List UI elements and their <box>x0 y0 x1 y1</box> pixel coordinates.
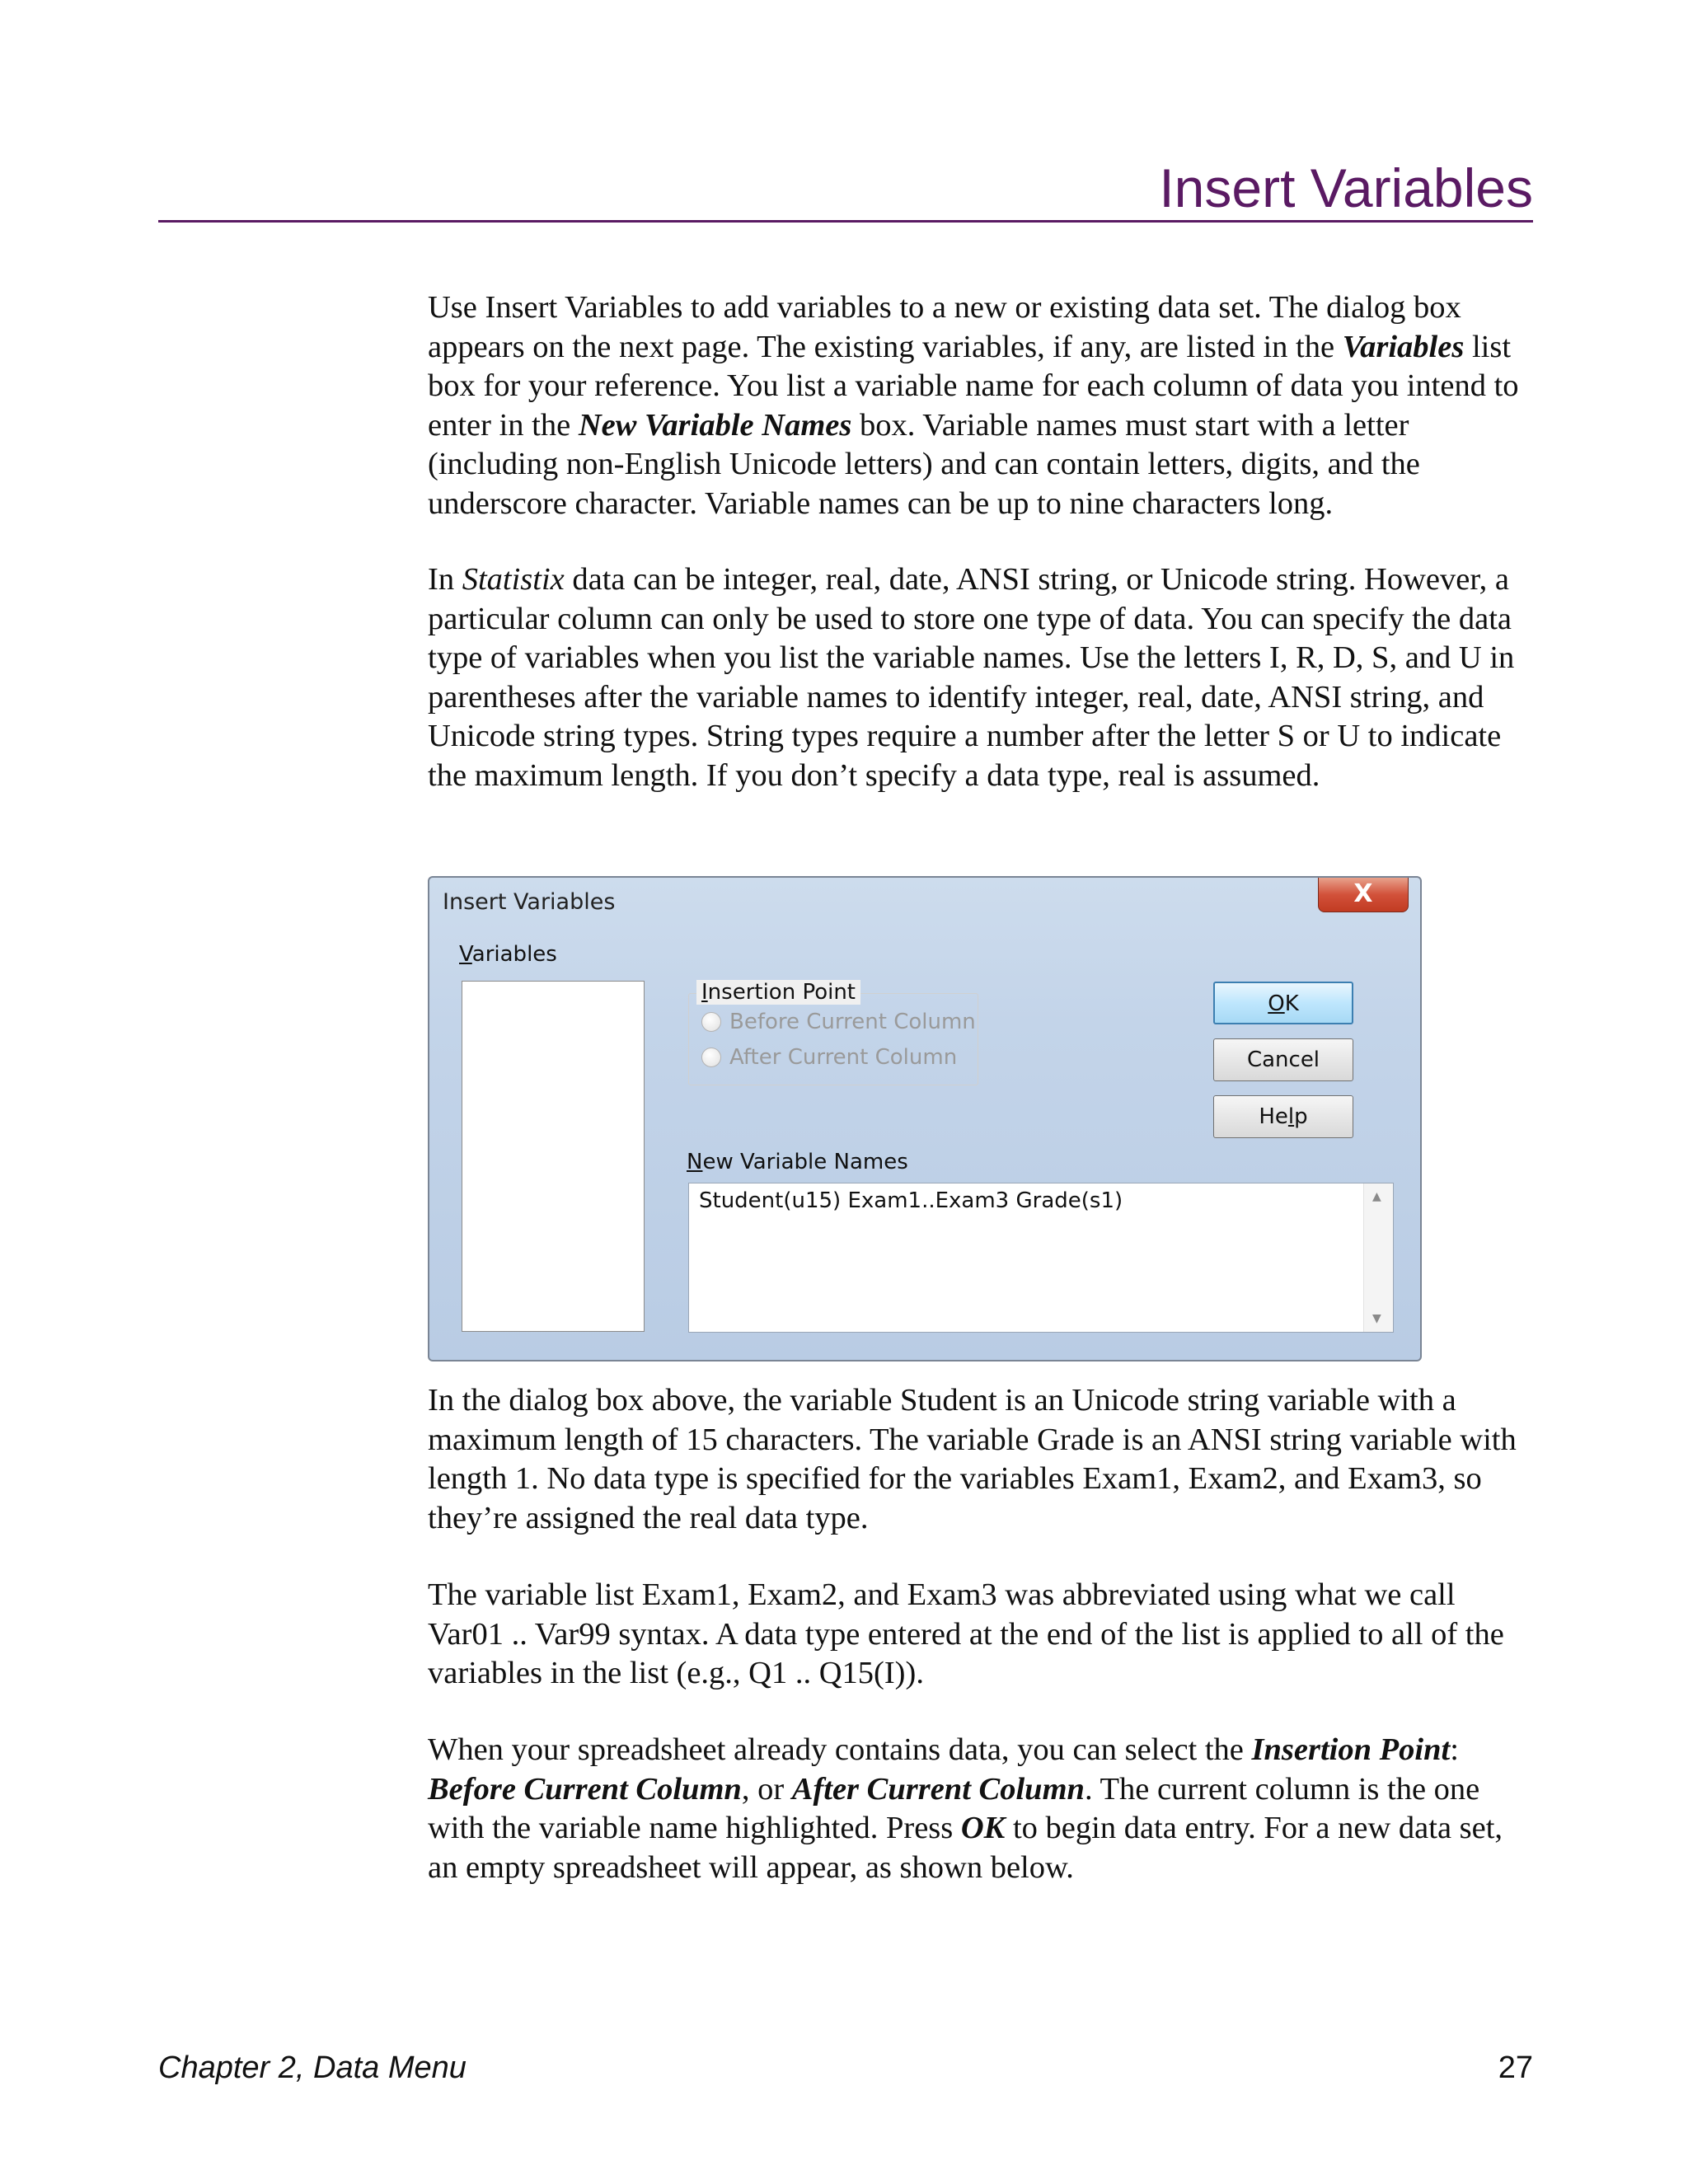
vertical-scrollbar[interactable] <box>1363 1183 1393 1332</box>
paragraph-insertion-point: When your spreadsheet already contains data, you can select the Insertion Point: Before Current Column, or After Current Column. The current column is the one with the variable name highlighted. Press OK to begin data entry. For a new data set, an empty spreadsheet will appear, as shown below. <box>428 1732 1503 1885</box>
footer-chapter: Chapter 2, Data Menu <box>158 2050 467 2085</box>
help-button[interactable]: Help <box>1213 1095 1353 1138</box>
page-title: Insert Variables <box>1159 157 1533 218</box>
insertion-point-label: Insertion Point <box>696 980 860 1005</box>
scroll-down-icon[interactable]: ▼ <box>1372 1312 1381 1325</box>
variables-listbox[interactable] <box>462 981 645 1332</box>
new-variable-names-label: New Variable Names <box>687 1150 908 1174</box>
radio-before-current-column[interactable]: Before Current Column <box>701 1010 976 1034</box>
paragraph-syntax: The variable list Exam1, Exam2, and Exam3 was abbreviated using what we call Var01 .. Var99 syntax. A data type entered at the end of the list is applied to all of the variables in the list (e.g., Q1 .. Q15(I)). <box>428 1577 1504 1690</box>
scroll-up-icon[interactable]: ▲ <box>1372 1190 1381 1203</box>
dialog-title: Insert Variables <box>443 889 616 915</box>
insertion-point-group <box>688 993 978 1085</box>
cancel-button[interactable]: Cancel <box>1213 1038 1353 1081</box>
radio-after-current-column[interactable]: After Current Column <box>701 1045 957 1070</box>
ok-button[interactable]: OK <box>1213 982 1353 1024</box>
close-button[interactable] <box>1318 878 1409 912</box>
radio-button[interactable] <box>701 1047 721 1067</box>
variables-label: Variables <box>459 942 557 967</box>
new-variable-names-input[interactable] <box>688 1183 1394 1333</box>
footer-page-number: 27 <box>1498 2050 1533 2085</box>
insert-variables-dialog <box>428 876 1422 1361</box>
paragraph-dialog-explanation: In the dialog box above, the variable Student is an Unicode string variable with a maximum length of 15 characters. The variable Grade is an ANSI string variable with length 1. No data type is specified for the variables Exam1, Exam2, and Exam3, so they’re assigned the real data type. <box>428 1383 1517 1535</box>
paragraph-data-types: In Statistix data can be integer, real, date, ANSI string, or Unicode string. However, a particular column can only be used to store one type of data. You can specify the data type of variables when you list the variable names. Use the letters I, R, D, S, and U in parentheses after the variable names to identify integer, real, date, ANSI string, and Unicode string types. String types require a number after the letter S or U to indicate the maximum length. If you don’t specify a data type, real is assumed. <box>428 562 1515 793</box>
close-icon: X <box>1353 879 1373 908</box>
paragraph-intro: Use Insert Variables to add variables to a new or existing data set. The dialog box appears on the next page. The existing variables, if any, are listed in the Variables list box for your reference. You list a variable name for each column of data you intend to enter in the New Variable Names box. Variable names must start with a letter (including non-English Unicode letters) and can contain letters, digits, and the underscore character. Variable names can be up to nine characters long. <box>428 290 1519 521</box>
radio-button[interactable] <box>701 1012 721 1032</box>
title-rule <box>158 220 1533 223</box>
new-variable-names-value: Student(u15) Exam1..Exam3 Grade(s1) <box>699 1188 1123 1213</box>
